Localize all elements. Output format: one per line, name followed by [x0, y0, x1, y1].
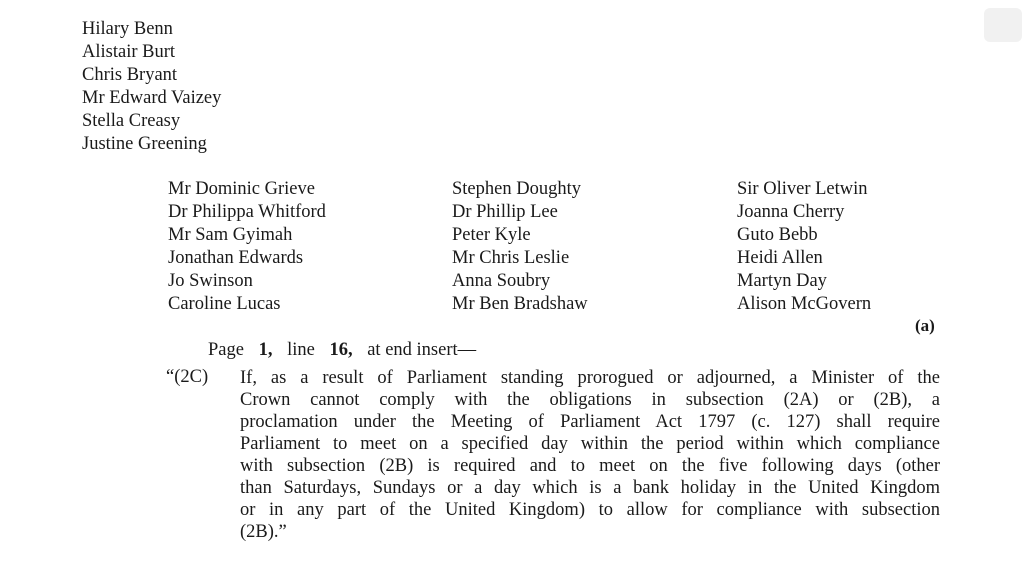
supporter-name: Dr Philippa Whitford: [168, 202, 326, 222]
sponsor-list: [82, 18, 221, 156]
page-word: Page: [208, 340, 244, 360]
line-word: line: [287, 340, 315, 360]
sponsor-name: Hilary Benn: [82, 19, 173, 39]
supporter-name: Alison McGovern: [737, 294, 872, 314]
clause-line: proclamation under the Meeting of Parliament Act 1797 (c. 127) shall require: [240, 412, 940, 432]
supporter-name: Mr Dominic Grieve: [168, 179, 315, 199]
amendment-location: [208, 340, 476, 361]
supporter-name: Sir Oliver Letwin: [737, 179, 868, 199]
supporter-name: Stephen Doughty: [452, 179, 581, 199]
sponsor-name: Chris Bryant: [82, 65, 178, 85]
supporter-name: Mr Sam Gyimah: [168, 225, 293, 245]
supporter-name: Caroline Lucas: [168, 294, 281, 314]
amendment-label: (a): [915, 316, 935, 335]
sponsor-name: Justine Greening: [82, 134, 207, 154]
line-number: 16,: [329, 340, 353, 360]
sponsor-name: Stella Creasy: [82, 111, 181, 131]
clause-line: Parliament to meet on a specified day within the period within which compliance: [240, 434, 940, 454]
supporter-name: Peter Kyle: [452, 225, 531, 245]
clause-text: [240, 367, 940, 543]
clause-line: or in any part of the United Kingdom) to allow for compliance with subsection: [240, 500, 940, 520]
supporter-name: Jo Swinson: [168, 271, 253, 291]
supporters-column-3: [737, 178, 871, 316]
clause-number: “(2C): [166, 367, 209, 387]
clause-line: If, as a result of Parliament standing prorogued or adjourned, a Minister of the: [240, 368, 940, 388]
supporter-name: Joanna Cherry: [737, 202, 845, 222]
clause-line: with subsection (2B) is required and to meet on the five following days (other: [240, 456, 940, 476]
insert-instruction: at end insert—: [367, 340, 477, 360]
supporter-name: Heidi Allen: [737, 248, 823, 268]
supporters-column-2: [452, 178, 588, 316]
clause-line: (2B).”: [240, 522, 287, 542]
supporter-name: Mr Ben Bradshaw: [452, 294, 588, 314]
supporter-name: Guto Bebb: [737, 225, 818, 245]
corner-overlay-icon[interactable]: [984, 8, 1022, 42]
supporter-name: Martyn Day: [737, 271, 827, 291]
clause-line: Crown cannot comply with the obligations in subsection (2A) or (2B), a: [240, 390, 940, 410]
supporter-name: Dr Phillip Lee: [452, 202, 558, 222]
page-number: 1,: [258, 340, 273, 360]
supporters-column-1: [168, 178, 326, 316]
sponsor-name: Mr Edward Vaizey: [82, 88, 222, 108]
clause-line: than Saturdays, Sundays or a day which is a bank holiday in the United Kingdom: [240, 478, 940, 498]
supporter-name: Anna Soubry: [452, 271, 551, 291]
supporter-name: Mr Chris Leslie: [452, 248, 570, 268]
supporter-name: Jonathan Edwards: [168, 248, 304, 268]
sponsor-name: Alistair Burt: [82, 42, 176, 62]
